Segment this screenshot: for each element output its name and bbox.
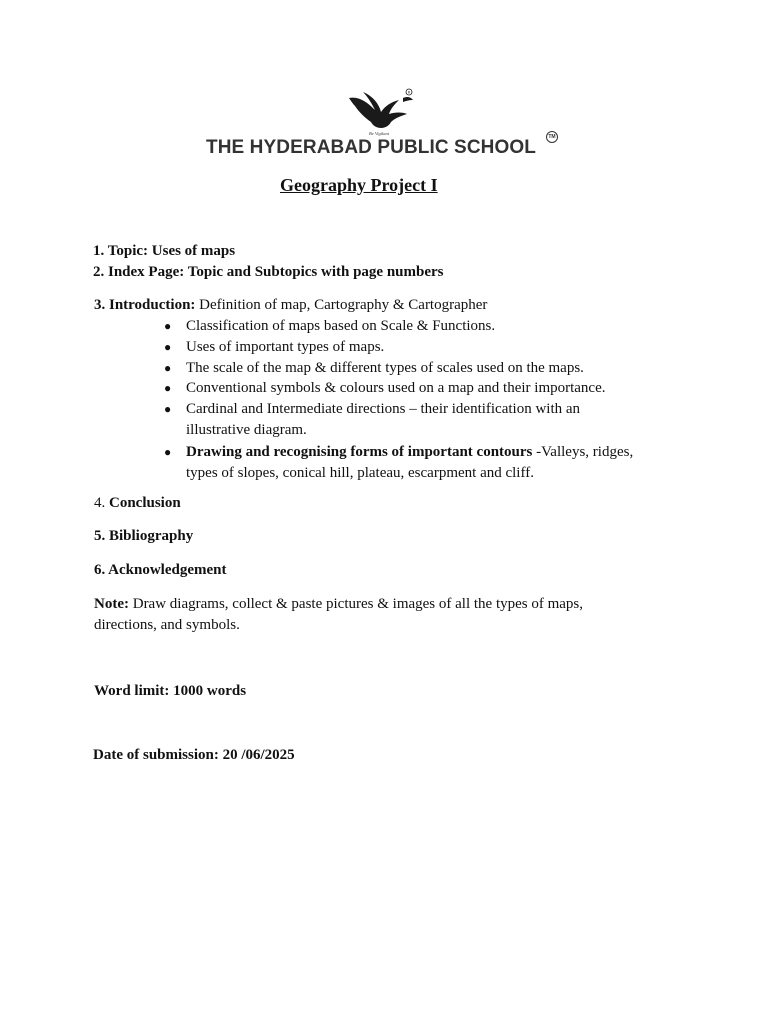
bullet-icon: ●	[164, 319, 172, 333]
list-item: ● Classification of maps based on Scale & Functions.	[160, 316, 680, 337]
introduction-label: 3. Introduction:	[94, 297, 196, 313]
introduction-line	[94, 295, 487, 315]
bullet-icon: ●	[164, 402, 172, 417]
word-limit-line: Word limit: 1000 words	[94, 683, 247, 699]
note-text: Draw diagrams, collect & paste pictures & images of all the types of maps, directions, and symbols.	[94, 596, 584, 633]
acknowledgement-line: 6. Acknowledgement	[94, 562, 227, 578]
svg-text:R: R	[407, 90, 411, 95]
conclusion-number: 4.	[94, 495, 109, 511]
bullet-icon: ●	[164, 339, 172, 354]
svg-text:Be Vigilant: Be Vigilant	[368, 131, 390, 136]
bullet-icon: ●	[164, 360, 172, 375]
eagle-logo-icon	[345, 88, 415, 138]
introduction-text: Definition of map, Cartography & Cartographer	[195, 297, 488, 313]
conclusion-line	[94, 493, 181, 513]
note-paragraph	[94, 594, 614, 636]
submission-date-line: Date of submission: 20 /06/2025	[93, 747, 295, 763]
list-item: ● Conventional symbols & colours used on a map and their importance.	[160, 378, 680, 399]
index-line: 2. Index Page: Topic and Subtopics with page numbers	[93, 264, 444, 280]
bullet-icon: ●	[164, 444, 172, 459]
trademark-badge: TM	[546, 131, 558, 143]
list-item	[160, 442, 656, 484]
list-item: ● Uses of important types of maps.	[160, 337, 680, 358]
topic-line: 1. Topic: Uses of maps	[93, 243, 236, 259]
bullet-icon: ●	[164, 381, 172, 396]
note-label: Note:	[94, 596, 129, 612]
school-name: THE HYDERABAD PUBLIC SCHOOL	[206, 137, 536, 158]
conclusion-label: Conclusion	[109, 495, 181, 511]
list-item: ● Cardinal and Intermediate directions – their identification with an illustrative diagram.	[164, 401, 581, 438]
list-item: ● The scale of the map & different types of scales used on the maps.	[160, 358, 680, 379]
contours-label: Drawing and recognising forms of important contours	[186, 443, 533, 460]
page-title: Geography Project I	[280, 175, 438, 195]
bibliography-line: 5. Bibliography	[94, 528, 194, 544]
introduction-bullet-list	[160, 316, 680, 483]
contours-text: -Valleys, ridges, types of slopes, conical hill, plateau, escarpment and cliff.	[186, 443, 634, 481]
